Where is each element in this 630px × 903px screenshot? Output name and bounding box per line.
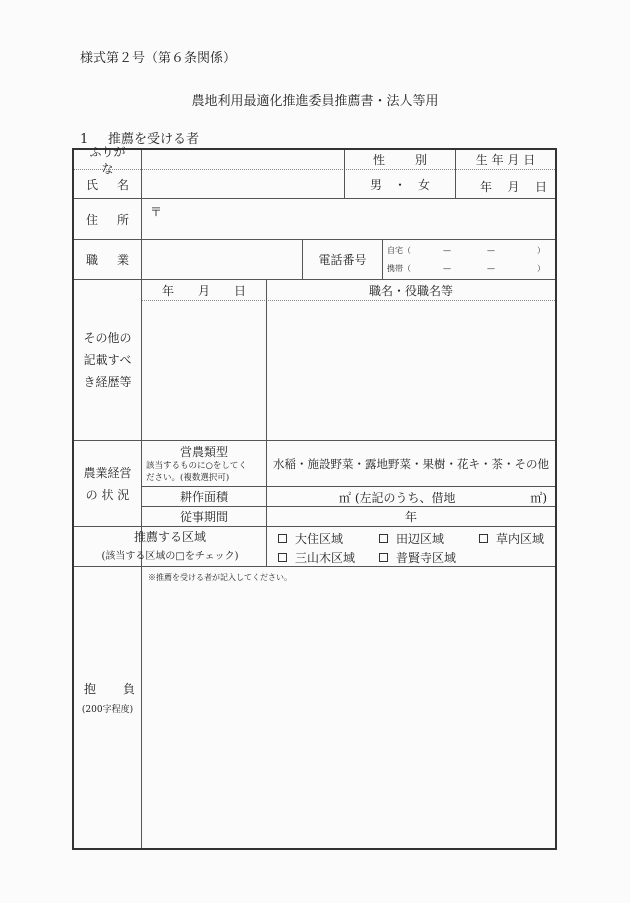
district-checkbox-miyamaki[interactable] — [278, 549, 355, 566]
checkbox-icon[interactable] — [278, 553, 287, 562]
farming-label-line: 農業経営 — [83, 465, 132, 480]
district-checkbox-oosumi[interactable] — [278, 530, 343, 547]
form-number: 様式第２号（第６条関係） — [80, 51, 237, 66]
history-date-input[interactable] — [142, 301, 266, 440]
history-label-line: その他の — [83, 331, 132, 345]
farming-type-options[interactable]: 水稲・施設野菜・露地野菜・果樹・花キ・茶・その他 — [273, 456, 549, 471]
farming-period-input[interactable]: 年 — [404, 510, 417, 524]
farming-type-title: 営農類型 — [179, 444, 228, 459]
phone-mobile-input[interactable] — [387, 261, 547, 275]
ambition-note: (200字程度) — [81, 704, 134, 715]
address-label-a: 住 — [86, 212, 99, 227]
checkbox-icon[interactable] — [379, 553, 388, 562]
furigana-label: ふりがな — [89, 144, 126, 176]
birth-month-unit: 月 — [507, 179, 520, 194]
dash: — — [487, 263, 495, 273]
name-label-a: 氏 — [86, 177, 99, 192]
ambition-instruction: ※推薦を受ける者が記入してください。 — [148, 573, 292, 582]
district-title: 推薦する区域 — [133, 529, 206, 544]
district-label — [74, 527, 266, 566]
birthdate-header: 生 年 月 日 — [475, 153, 536, 167]
area-text: ㎡ (左記のうち、借地 — [339, 491, 456, 505]
area-unit: ㎡) — [530, 491, 547, 505]
farming-type-label — [142, 441, 266, 486]
recommendation-form-table — [72, 144, 557, 850]
farming-label-line: の 状 況 — [85, 487, 130, 502]
phone-mobile-label: 携帯（ — [387, 263, 411, 273]
address-label — [74, 199, 141, 239]
name-label — [74, 170, 141, 198]
section-title: 推薦を受ける者 — [108, 132, 200, 147]
occupation-input[interactable] — [142, 240, 302, 279]
ambition-label-a: 抱 — [84, 681, 97, 696]
occupation-label-a: 職 — [86, 253, 99, 267]
district-option-label: 草内区域 — [496, 532, 545, 546]
history-date-header: 年 月 日 — [161, 283, 246, 298]
document-title: 農地利用最適化推進委員推薦書・法人等用 — [191, 94, 439, 109]
district-checkbox-kusauchi[interactable] — [479, 530, 544, 547]
furigana-input[interactable] — [142, 150, 344, 169]
district-checkbox-fugenji[interactable] — [379, 549, 456, 566]
name-label-b: 名 — [116, 177, 129, 192]
history-label-line: き経歴等 — [83, 375, 132, 389]
ambition-label-b: 負 — [122, 681, 135, 696]
ambition-title — [74, 679, 141, 697]
dash: — — [487, 245, 495, 255]
close-paren: ） — [537, 245, 545, 255]
district-option-label: 普賢寺区域 — [396, 551, 457, 565]
occupation-label-b: 業 — [116, 253, 129, 267]
phone-label: 電話番号 — [318, 253, 367, 267]
gender-options[interactable]: 男 ・ 女 — [369, 177, 430, 192]
ambition-input[interactable] — [142, 567, 555, 848]
section-number: 1 — [80, 132, 89, 147]
checkbox-icon[interactable] — [479, 534, 488, 543]
phone-home-label: 自宅（ — [387, 245, 411, 255]
checkbox-icon[interactable] — [379, 534, 388, 543]
district-checkbox-tanabe[interactable] — [379, 530, 444, 547]
gender-label-b: 別 — [414, 153, 427, 167]
address-input[interactable] — [142, 199, 555, 239]
history-label — [74, 280, 141, 440]
occupation-label — [74, 240, 141, 279]
close-paren: ） — [537, 263, 545, 273]
name-input[interactable] — [142, 170, 344, 198]
dash: — — [443, 263, 451, 273]
district-option-label: 大住区域 — [295, 532, 344, 546]
farming-period-label: 従事期間 — [179, 510, 228, 524]
postal-mark: 〒 — [150, 205, 163, 219]
address-label-b: 所 — [116, 212, 129, 227]
farming-label — [74, 441, 141, 526]
gender-header — [345, 150, 455, 169]
district-option-label: 田辺区域 — [396, 532, 445, 546]
history-label-line: 記載すべ — [83, 353, 132, 367]
district-option-label: 三山木区域 — [295, 551, 356, 565]
dash: — — [443, 245, 451, 255]
birthdate-input[interactable] — [456, 172, 555, 200]
history-position-input[interactable] — [267, 301, 555, 440]
phone-home-input[interactable] — [387, 243, 547, 257]
district-note: (該当する区域の□をチェック) — [101, 550, 239, 562]
ambition-label — [74, 567, 141, 848]
farming-type-note: 該当するものに○をしてく — [146, 460, 247, 471]
farming-area-label: 耕作面積 — [179, 490, 228, 504]
birth-day-unit: 日 — [534, 179, 547, 194]
history-position-header: 職名・役職名等 — [368, 283, 453, 298]
farming-area-input[interactable] — [267, 487, 555, 506]
checkbox-icon[interactable] — [278, 534, 287, 543]
birth-year-unit: 年 — [480, 179, 493, 194]
farming-type-note: ださい。(複数選択可) — [146, 472, 230, 483]
divider — [382, 239, 383, 279]
gender-label-a: 性 — [373, 153, 386, 167]
